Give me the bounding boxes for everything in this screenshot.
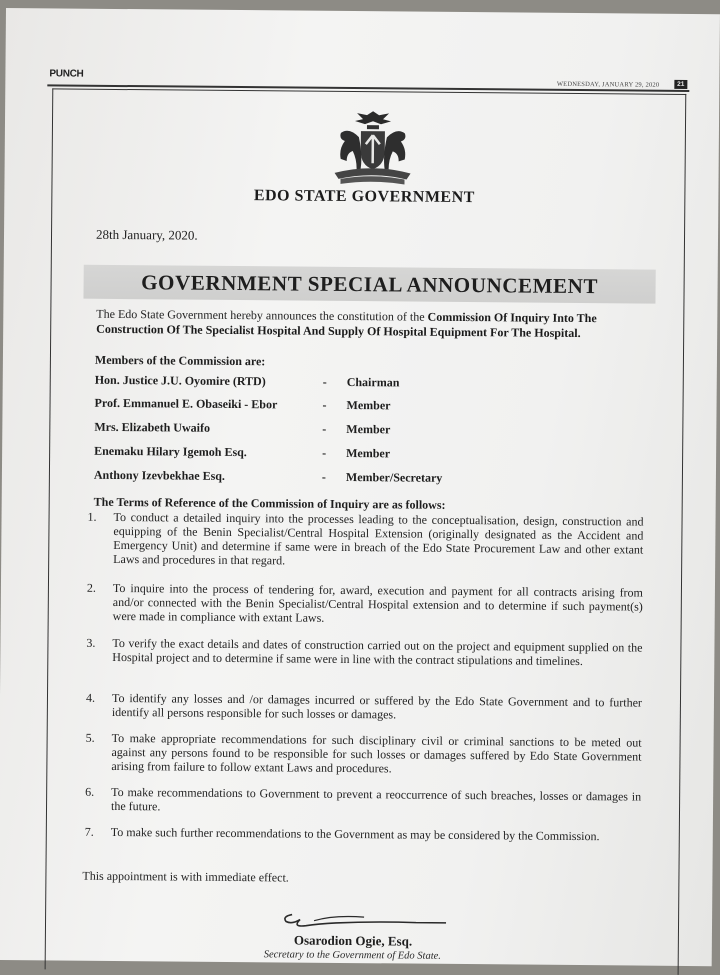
term-number: 2. xyxy=(86,580,97,595)
term-number: 1. xyxy=(87,509,97,524)
member-dash: - xyxy=(322,445,327,460)
intro-lead: The Edo State Government hereby announces the constitution of the xyxy=(96,306,428,324)
member-name: Mrs. Elizabeth Uwaifo xyxy=(94,419,211,435)
document-date: 28th January, 2020. xyxy=(95,226,198,243)
member-role: Member/Secretary xyxy=(345,469,443,485)
closing-statement: This appointment is with immediate effect. xyxy=(82,868,289,885)
term-text: To conduct a detailed inquiry into the processes leading to the conceptualisation, design, construction and equipping of the Benin Specialist/Central Hospital Extension (originally designated as the Accident and Emergency Unit) and determine if same were in breach of the Edo State Procurement Law and other extant Laws and procedures in that regard. xyxy=(113,509,644,568)
terms-heading: The Terms of Reference of the Commission of Inquiry are as follows: xyxy=(93,494,446,512)
term-number: 4. xyxy=(85,690,96,705)
intro-commission-name: Commission Of Inquiry Into The Construction Of The Specialist Hospital And Supply Of Hospital Equipment For The Hospital. xyxy=(96,309,597,341)
newspaper-page xyxy=(0,8,720,966)
member-dash: - xyxy=(322,374,327,389)
term-number: 3. xyxy=(86,635,96,650)
member-name: Prof. Emmanuel E. Obaseiki - Ebor xyxy=(94,395,278,412)
term-text: To verify the exact details and dates of construction carried out on the project and equipment supplied on the Hospital project and to determine if same were in line with the contract stipulations and timelines. xyxy=(112,635,643,669)
signature-icon xyxy=(274,908,454,932)
member-name: Enemaku Hilary Igemoh Esq. xyxy=(94,443,247,460)
term-text: To make recommendations to Government to prevent a reoccurrence of such breaches, losses or damages in the future. xyxy=(110,784,642,814)
punch-logo: PUNCH xyxy=(49,68,84,80)
term-number: 5. xyxy=(85,730,95,745)
members-heading: Members of the Commission are: xyxy=(94,352,266,369)
intro-paragraph xyxy=(96,307,656,342)
term-number: 6. xyxy=(85,784,95,799)
term-text: To make such further recommendations to the Government as may be considered by the Commission. xyxy=(110,824,600,844)
member-dash: - xyxy=(321,469,326,484)
signatory-name: Osarodion Ogie, Esq. xyxy=(293,932,413,949)
member-role: Member xyxy=(346,397,391,413)
page-number: 21 xyxy=(674,80,687,89)
masthead xyxy=(47,66,689,92)
member-name: Hon. Justice J.U. Oyomire (RTD) xyxy=(94,372,266,389)
issue-date: WEDNESDAY, JANUARY 29, 2020 xyxy=(556,80,660,89)
coat-of-arms-icon xyxy=(320,107,425,190)
member-role: Member xyxy=(346,421,391,437)
term-text: To identify any losses and /or damages incurred or suffered by the Edo State Government and to further identify all persons responsible for such losses or damages. xyxy=(111,690,643,722)
member-role: Member xyxy=(346,445,391,461)
term-text: To make appropriate recommendations for such disciplinary civil or criminal sanctions to be meted out against any persons found to be responsible for such losses or damages suffered by Edo State Government arising from failure to follow extant Laws and procedures. xyxy=(111,730,642,776)
signatory-title: Secretary to the Government of Edo State. xyxy=(263,949,441,962)
government-title: EDO STATE GOVERNMENT xyxy=(253,187,475,207)
member-dash: - xyxy=(322,397,327,412)
member-role: Chairman xyxy=(346,374,400,390)
member-name: Anthony Izevbekhae Esq. xyxy=(93,467,226,483)
announcement-title: GOVERNMENT SPECIAL ANNOUNCEMENT xyxy=(141,270,599,299)
member-dash: - xyxy=(322,421,327,436)
term-number: 7. xyxy=(84,824,94,839)
term-text: To inquire into the process of tendering for, award, execution and payment for all contracts arising from and/or connected with the Benin Specialist/Central Hospital extension and to determine if such payment(s) were made in compliance with extant Laws. xyxy=(112,580,643,625)
